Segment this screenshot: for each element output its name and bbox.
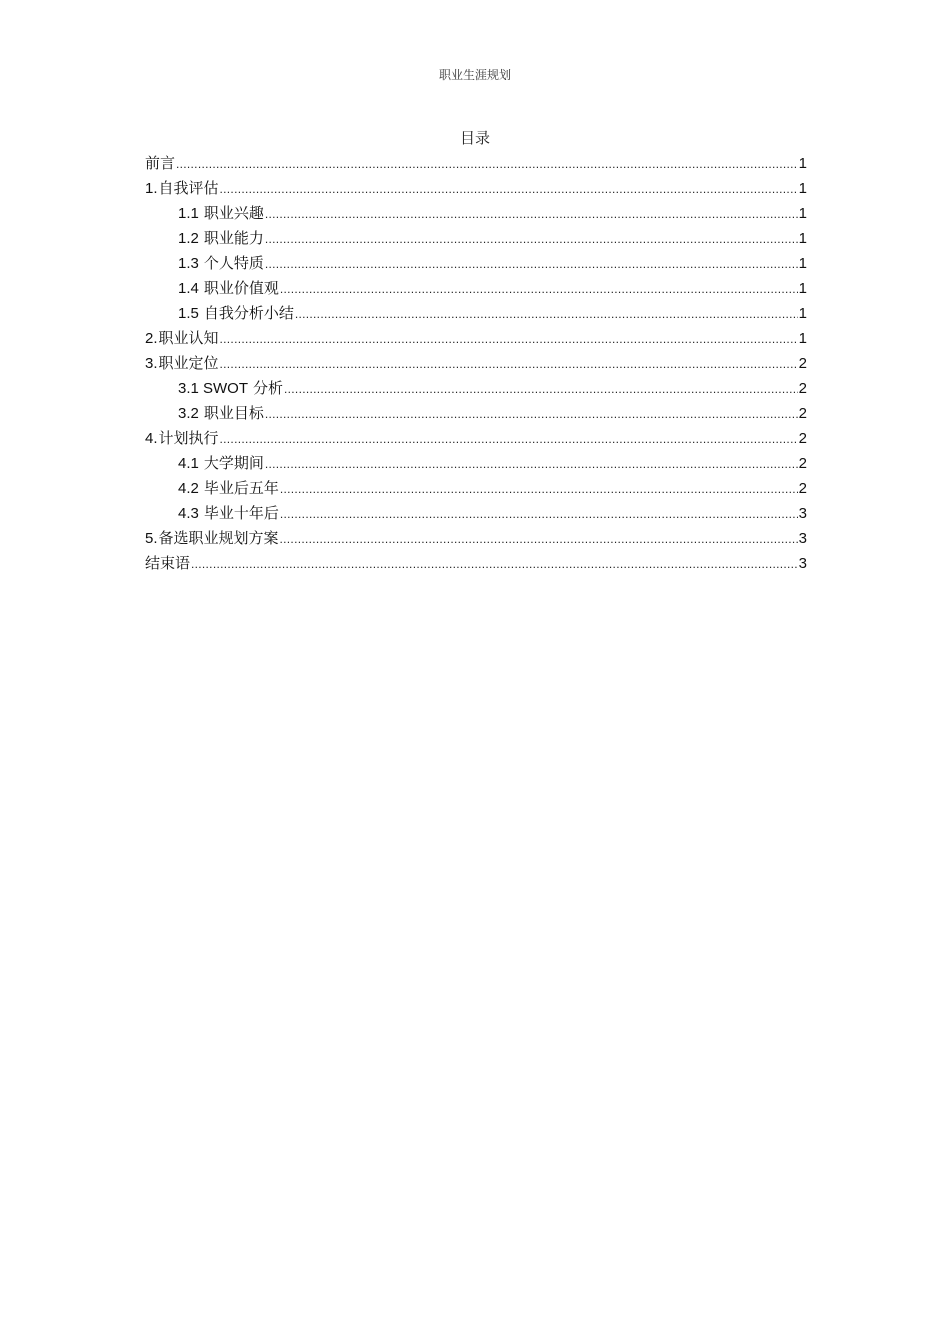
toc-entry[interactable] bbox=[145, 551, 807, 576]
toc-entry-page-number: 2 bbox=[798, 355, 807, 372]
toc-title: 目录 bbox=[459, 129, 490, 147]
table-of-contents bbox=[145, 151, 807, 576]
toc-entry-number: 3.2 bbox=[178, 405, 199, 422]
toc-entry-number: 4.1 bbox=[178, 455, 199, 472]
toc-entry-title: 职业能力 bbox=[203, 229, 264, 247]
toc-entry-number: 4.2 bbox=[178, 480, 199, 497]
toc-entry-page-number: 1 bbox=[798, 255, 807, 272]
toc-dot-leader bbox=[265, 402, 798, 427]
toc-entry-page-number: 3 bbox=[798, 555, 807, 572]
toc-entry-page-number: 3 bbox=[798, 530, 807, 547]
toc-dot-leader bbox=[191, 552, 798, 577]
toc-entry[interactable] bbox=[145, 151, 807, 176]
toc-dot-leader bbox=[265, 227, 798, 252]
toc-entry[interactable] bbox=[145, 176, 807, 201]
toc-entry-title: 计划执行 bbox=[158, 429, 219, 447]
toc-entry-page-number: 2 bbox=[798, 380, 807, 397]
toc-entry-page-number: 1 bbox=[798, 230, 807, 247]
toc-entry[interactable] bbox=[145, 401, 807, 426]
toc-entry-page-number: 2 bbox=[798, 480, 807, 497]
toc-entry[interactable] bbox=[145, 251, 807, 276]
toc-entry-title: 职业价值观 bbox=[203, 279, 279, 297]
toc-entry-page-number: 3 bbox=[798, 505, 807, 522]
toc-dot-leader bbox=[280, 477, 798, 502]
toc-entry-title: 分析 bbox=[253, 379, 284, 397]
toc-entry-title: 毕业后五年 bbox=[203, 479, 279, 497]
toc-entry-title: 毕业十年后 bbox=[203, 504, 279, 522]
toc-entry[interactable] bbox=[145, 351, 807, 376]
toc-dot-leader bbox=[284, 377, 798, 402]
toc-entry-title: 前言 bbox=[145, 154, 176, 172]
toc-dot-leader bbox=[220, 177, 798, 202]
toc-dot-leader bbox=[220, 427, 798, 452]
toc-entry-number: 1. bbox=[145, 180, 158, 197]
toc-entry-page-number: 1 bbox=[798, 305, 807, 322]
toc-entry-number: 5. bbox=[145, 530, 158, 547]
toc-entry-page-number: 2 bbox=[798, 430, 807, 447]
toc-entry-page-number: 2 bbox=[798, 405, 807, 422]
toc-entry-number: 1.2 bbox=[178, 230, 199, 247]
toc-dot-leader bbox=[265, 252, 798, 277]
toc-entry[interactable] bbox=[145, 301, 807, 326]
toc-dot-leader bbox=[176, 152, 798, 177]
toc-dot-leader bbox=[220, 352, 798, 377]
toc-dot-leader bbox=[220, 327, 798, 352]
toc-dot-leader bbox=[295, 302, 798, 327]
toc-entry-title: 结束语 bbox=[145, 554, 191, 572]
toc-dot-leader bbox=[280, 502, 798, 527]
toc-entry-number: 4. bbox=[145, 430, 158, 447]
toc-entry-number: 4.3 bbox=[178, 505, 199, 522]
toc-entry-title: 备选职业规划方案 bbox=[158, 529, 279, 547]
toc-entry-number: 3.1 SWOT bbox=[178, 380, 249, 397]
toc-entry-title: 自我分析小结 bbox=[203, 304, 294, 322]
toc-entry[interactable] bbox=[145, 526, 807, 551]
toc-entry-page-number: 1 bbox=[798, 155, 807, 172]
toc-entry-number: 1.1 bbox=[178, 205, 199, 222]
toc-entry-title: 大学期间 bbox=[203, 454, 264, 472]
toc-entry-title: 职业认知 bbox=[158, 329, 219, 347]
toc-entry-page-number: 1 bbox=[798, 205, 807, 222]
toc-entry-page-number: 2 bbox=[798, 455, 807, 472]
toc-entry-title: 职业目标 bbox=[203, 404, 264, 422]
toc-entry[interactable] bbox=[145, 426, 807, 451]
toc-dot-leader bbox=[280, 527, 798, 552]
page-header: 职业生涯规划 bbox=[438, 68, 511, 82]
toc-entry-page-number: 1 bbox=[798, 330, 807, 347]
toc-dot-leader bbox=[280, 277, 798, 302]
toc-dot-leader bbox=[265, 452, 798, 477]
toc-entry-title: 个人特质 bbox=[203, 254, 264, 272]
toc-entry-page-number: 1 bbox=[798, 180, 807, 197]
toc-entry[interactable] bbox=[145, 376, 807, 401]
toc-entry[interactable] bbox=[145, 226, 807, 251]
toc-entry-number: 1.3 bbox=[178, 255, 199, 272]
toc-entry[interactable] bbox=[145, 276, 807, 301]
toc-entry[interactable] bbox=[145, 451, 807, 476]
toc-entry-number: 1.5 bbox=[178, 305, 199, 322]
toc-entry[interactable] bbox=[145, 476, 807, 501]
toc-entry-number: 1.4 bbox=[178, 280, 199, 297]
toc-entry-title: 自我评估 bbox=[158, 179, 219, 197]
toc-entry[interactable] bbox=[145, 501, 807, 526]
toc-entry-page-number: 1 bbox=[798, 280, 807, 297]
toc-entry-title: 职业兴趣 bbox=[203, 204, 264, 222]
toc-entry-number: 3. bbox=[145, 355, 158, 372]
toc-entry-title: 职业定位 bbox=[158, 354, 219, 372]
toc-entry[interactable] bbox=[145, 326, 807, 351]
toc-entry[interactable] bbox=[145, 201, 807, 226]
toc-entry-number: 2. bbox=[145, 330, 158, 347]
toc-dot-leader bbox=[265, 202, 798, 227]
